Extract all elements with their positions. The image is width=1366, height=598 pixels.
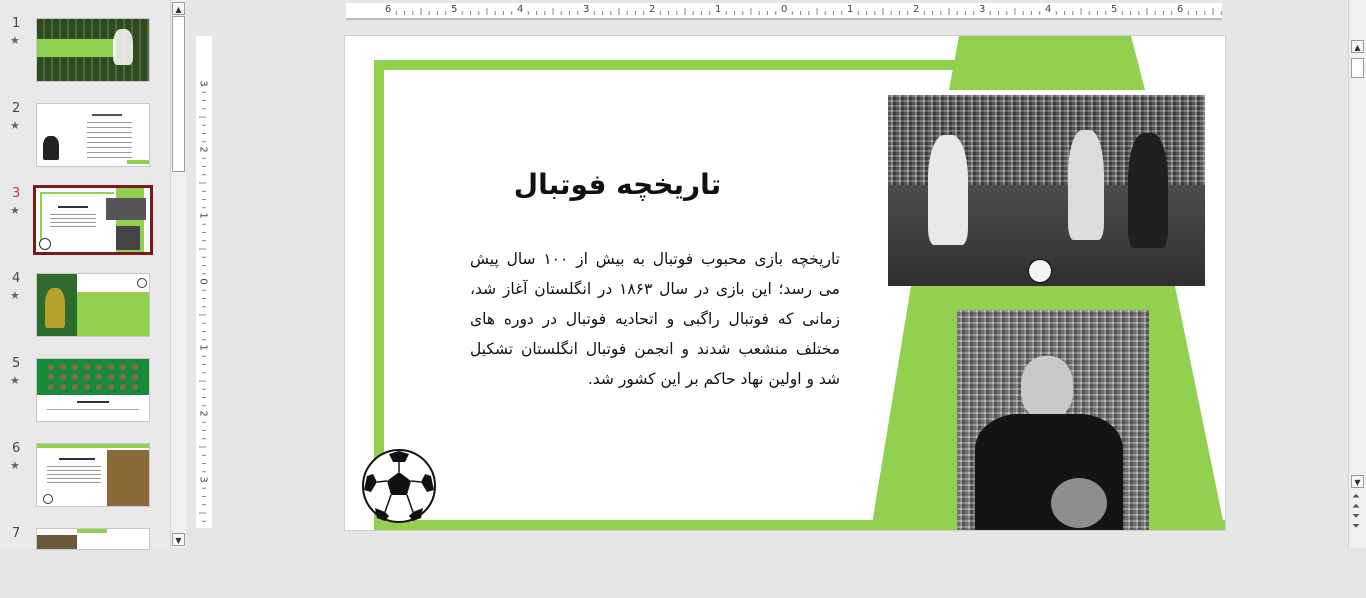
animation-star-icon: ★	[10, 34, 20, 47]
scroll-thumb[interactable]	[1351, 58, 1364, 78]
ruler-label: 1	[847, 4, 854, 15]
slide-preview	[36, 443, 150, 507]
animation-star-icon: ★	[10, 374, 20, 387]
ruler-label: 6	[1177, 4, 1184, 15]
slide-preview	[36, 18, 150, 82]
ruler-label: 3	[979, 4, 986, 15]
ruler-label: 2	[197, 410, 209, 417]
slide-number: 2	[12, 101, 21, 116]
slide-number: 1	[12, 16, 21, 31]
slide-preview	[36, 358, 150, 422]
scroll-down-icon[interactable]: ▼	[172, 533, 185, 546]
ruler-label: 2	[913, 4, 920, 15]
ruler-label: 5	[451, 4, 458, 15]
slide-thumbnail-3[interactable]	[0, 186, 170, 258]
slide-thumbnail-1[interactable]	[0, 16, 170, 88]
animation-star-icon: ★	[10, 289, 20, 302]
slide-thumbnail-pane	[0, 0, 170, 548]
ruler-label: 2	[649, 4, 656, 15]
slide-thumbnail-4[interactable]	[0, 271, 170, 343]
slide-body-text[interactable]: تاریخچه بازی محبوب فوتبال به بیش از ۱۰۰ سال پیش می رسد؛ این بازی در سال ۱۸۶۳ در انگلستان آغاز شد، زمانی که فوتبال راگبی و اتحادیه فوتبال در دوره های مختلف منشعب شدند و انجمن فوتبال انگلستان تشکیل شد و اولین نهاد حاکم بر این کشور شد.	[470, 250, 840, 388]
slide-number: 6	[12, 441, 21, 456]
animation-star-icon: ★	[10, 459, 20, 472]
ruler-label: 5	[1111, 4, 1118, 15]
previous-slide-icon[interactable]: ⏶ ⏶	[1352, 491, 1360, 512]
ruler-label: 6	[385, 4, 392, 15]
ruler-label: 3	[583, 4, 590, 15]
slide-preview	[33, 185, 153, 255]
slide-number: 3	[12, 186, 21, 201]
goalkeeper-photo[interactable]	[957, 310, 1149, 530]
thumbnail-scrollbar[interactable]	[170, 0, 186, 548]
ruler-label: 0	[781, 4, 788, 15]
slide-preview	[36, 103, 150, 167]
slide-number: 5	[12, 356, 21, 371]
slide-preview	[36, 528, 150, 550]
ruler-label: 3	[197, 80, 209, 87]
slide-preview	[36, 273, 150, 337]
animation-star-icon: ★	[10, 204, 20, 217]
slide-thumbnail-7[interactable]	[0, 526, 170, 598]
slide-thumbnail-2[interactable]	[0, 101, 170, 173]
ruler-label: 1	[197, 212, 209, 219]
scroll-thumb[interactable]	[172, 16, 185, 172]
soccer-ball-icon	[361, 448, 437, 524]
football-match-photo[interactable]	[888, 95, 1205, 286]
ruler-label: 1	[197, 344, 209, 351]
ruler-label: 4	[517, 4, 524, 15]
ruler-label: 0	[197, 278, 209, 285]
slide-thumbnail-6[interactable]	[0, 441, 170, 513]
slide-number: 7	[12, 526, 21, 541]
horizontal-ruler[interactable]	[346, 3, 1222, 20]
ruler-label: 2	[197, 146, 209, 153]
ruler-label: 1	[715, 4, 722, 15]
scroll-down-icon[interactable]: ▼	[1351, 475, 1364, 488]
slide-thumbnail-5[interactable]	[0, 356, 170, 428]
next-slide-icon[interactable]: ⏷ ⏷	[1352, 511, 1360, 532]
animation-star-icon: ★	[10, 119, 20, 132]
slide-canvas[interactable]	[344, 35, 1226, 531]
slide-number: 4	[12, 271, 21, 286]
ruler-label: 3	[197, 476, 209, 483]
vertical-ruler[interactable]	[196, 36, 212, 528]
slide-title[interactable]: تاریخچه فوتبال	[513, 168, 722, 201]
editor-scrollbar[interactable]	[1348, 0, 1366, 548]
scroll-up-icon[interactable]: ▲	[172, 2, 185, 15]
scroll-up-icon[interactable]: ▲	[1351, 40, 1364, 53]
ruler-label: 4	[1045, 4, 1052, 15]
